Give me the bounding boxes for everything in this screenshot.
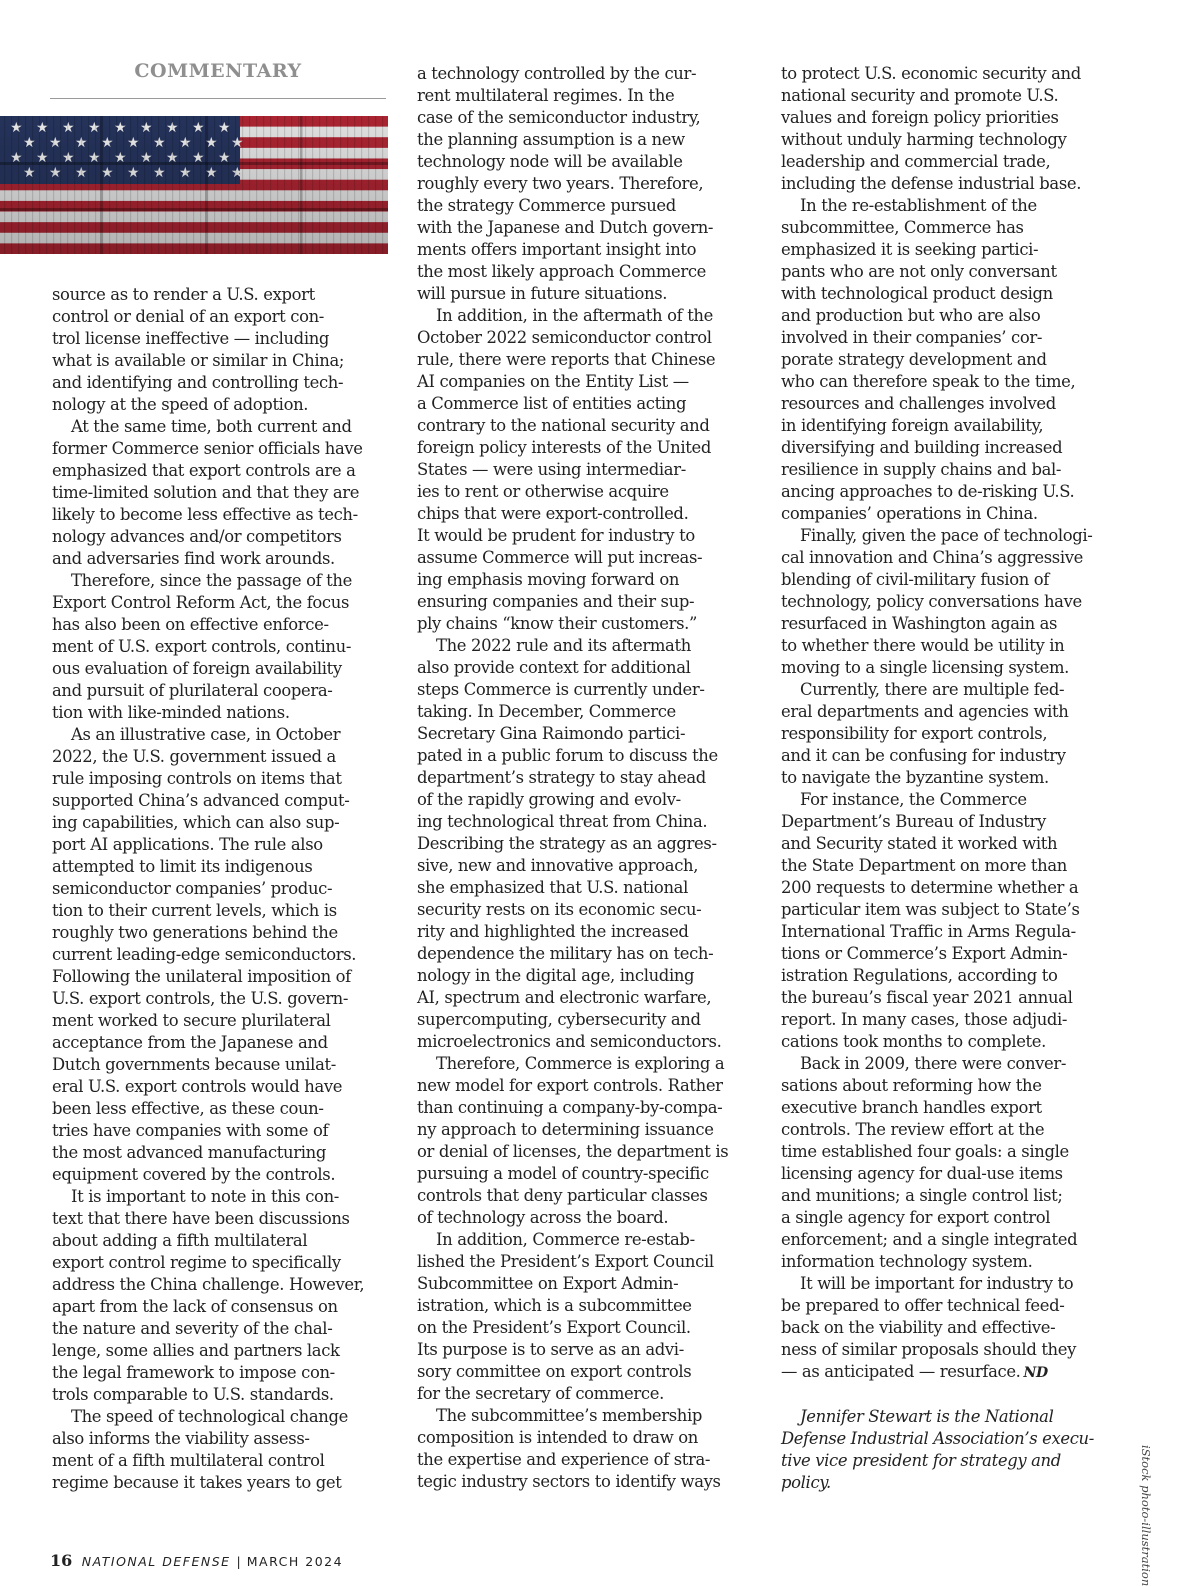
article-column-2 (417, 63, 755, 1493)
paragraph: As an illustrative case, in October 2022, the U.S. government issued a rule imposing controls on items that supported China’s advanced comput- ing capabilities, which can also sup- port AI applications. The rule also attempted to limit its indigenous semiconductor companies’ produc- tion to their current levels, which is roughly two generations behind the current leading-edge semiconductors. Following the unilateral imposition of U.S. export controls, the U.S. govern- ment worked to secure plurilateral acceptance from the Japanese and Dutch governments because unilat- eral U.S. export controls would have been less effective, as these coun- tries have companies with some of the most advanced manufacturing equipment covered by the controls. (52, 725, 357, 1184)
paragraph: At the same time, both current and former Commerce senior officials have emphasized that export controls are a time-limited solution and that they are likely to become less effective as tech- nology advances and/or competitors and adversaries find work arounds. (52, 417, 363, 568)
page-number: 16 (50, 1551, 73, 1570)
footer-separator: | (236, 1554, 241, 1569)
paragraph: to protect U.S. economic security and national security and promote U.S. values and foreign policy priorities without unduly harming technology leadership and commercial trade, including the defense industrial base. (781, 64, 1082, 193)
paragraph: Therefore, since the passage of the Export Control Reform Act, the focus has also been on effective enforce- ment of U.S. export controls, continu- ous evaluation of foreign availability and pursuit of plurilateral coopera- tion with like-minded nations. (52, 571, 352, 722)
section-label: COMMENTARY (134, 60, 302, 82)
paragraph: The speed of technological change also informs the viability assess- ment of a fifth multilateral control regime because it takes years to get (52, 1407, 348, 1492)
section-divider (50, 98, 386, 99)
paragraph: It is important to note in this con- text that there have been discussions about adding a fifth multilateral export control regime to specifically address the China challenge. However, apart from the lack of consensus on the nature and severity of the chal- lenge, some allies and partners lack the legal framework to impose con- trols comparable to U.S. standards. (52, 1187, 365, 1404)
author-bio: Jennifer Stewart is the National Defense Industrial Association’s execu- tive vice president for strategy and policy. (781, 1407, 1094, 1492)
paragraph: The subcommittee’s membership composition is intended to draw on the expertise and experience of stra- tegic industry sectors to identify ways (417, 1406, 721, 1491)
photo-credit: iStock photo-illustration (1139, 1445, 1153, 1586)
flag-containers-image (0, 116, 388, 254)
paragraph: a technology controlled by the cur- rent multilateral regimes. In the case of the semiconductor industry, the planning assumption is a new technology node will be available roughly every two years. Therefore, the strategy Commerce pursued with the Japanese and Dutch govern- ments offers important insight into the most likely approach Commerce will pursue in future situations. (417, 64, 714, 303)
paragraph: Therefore, Commerce is exploring a new model for export controls. Rather than continuing a company-by-compa- ny approach to determining issuance or denial of licenses, the department is pursuing a model of country-specific controls that deny particular classes of technology across the board. (417, 1054, 729, 1227)
article-column-3 (781, 63, 1119, 1494)
paragraph: For instance, the Commerce Department’s Bureau of Industry and Security stated it worked with the State Department on more than 200 requests to determine whether a particular item was subject to State’s International Traffic in Arms Regula- tions or Commerce’s Export Admin- istration Regulations, according to the bureau’s fiscal year 2021 annual report. In many cases, those adjudi- cations took months to complete. (781, 790, 1080, 1051)
paragraph: In addition, in the aftermath of the October 2022 semiconductor control rule, there were reports that Chinese AI companies on the Entity List — a Commerce list of entities acting contrary to the national security and foreign policy interests of the United States — were using intermediar- ies to rent or otherwise acquire chips that were export-controlled. It would be prudent for industry to assume Commerce will put increas- ing emphasis moving forward on ensuring companies and their sup- ply chains “know their customers.” (417, 306, 716, 633)
flag-containers-illustration (0, 116, 388, 254)
paragraph: The 2022 rule and its aftermath also provide context for additional steps Commerce is currently under- taking. In December, Commerce Secretary Gina Raimondo partici- pated in a public forum to discuss the department’s strategy to stay ahead of the rapidly growing and evolv- ing technological threat from China. Describing the strategy as an aggres- sive, new and innovative approach, she emphasized that U.S. national security rests on its economic secu- rity and highlighted the increased dependence the military has on tech- nology in the digital age, including AI, spectrum and electronic warfare, supercomputing, cybersecurity and microelectronics and semiconductors. (417, 636, 722, 1051)
paragraph: In addition, Commerce re-estab- lished the President’s Export Council Subcommittee on Export Admin- istration, which is a subcommittee on the President’s Export Council. Its purpose is to serve as an advi- sory committee on export controls for the secretary of commerce. (417, 1230, 714, 1403)
end-mark: ND (1023, 1365, 1048, 1381)
paragraph: In the re-establishment of the subcommittee, Commerce has emphasized it is seeking partici- pants who are not only conversant with technological product design and production but who are also involved in their companies’ cor- porate strategy development and who can therefore speak to the time, resources and challenges involved in identifying foreign availability, diversifying and building increased resilience in supply chains and bal- ancing approaches to de-risking U.S. companies’ operations in China. (781, 196, 1076, 523)
closing-text: It will be important for industry to be prepared to offer technical feed- back on the viability and effective- ness of similar proposals should they — as anticipated — resurface. (781, 1274, 1077, 1381)
paragraph: Back in 2009, there were conver- sations about reforming how the executive branch handles export controls. The review effort at the time established four goals: a single licensing agency for dual-use items and munitions; a single control list; a single agency for export control enforcement; and a single integrated information technology system. (781, 1054, 1078, 1271)
paragraph: Currently, there are multiple fed- eral departments and agencies with responsibility for export controls, and it can be confusing for industry to navigate the byzantine system. (781, 680, 1069, 787)
article-column-1 (52, 284, 390, 1494)
paragraph: Finally, given the pace of technologi- cal innovation and China’s aggressive blending of civil-military fusion of technology, policy conversations have resurfaced in Washington again as to whether there would be utility in moving to a single licensing system. (781, 526, 1093, 677)
publication-name: NATIONAL DEFENSE (81, 1554, 231, 1569)
issue-date: MARCH 2024 (246, 1554, 344, 1569)
page-footer (50, 1551, 343, 1570)
closing-paragraph (781, 1273, 1119, 1384)
paragraph: source as to render a U.S. export control or denial of an export con- trol license ineffective — including what is available or similar in China; and identifying and controlling tech- nology at the speed of adoption. (52, 285, 345, 414)
